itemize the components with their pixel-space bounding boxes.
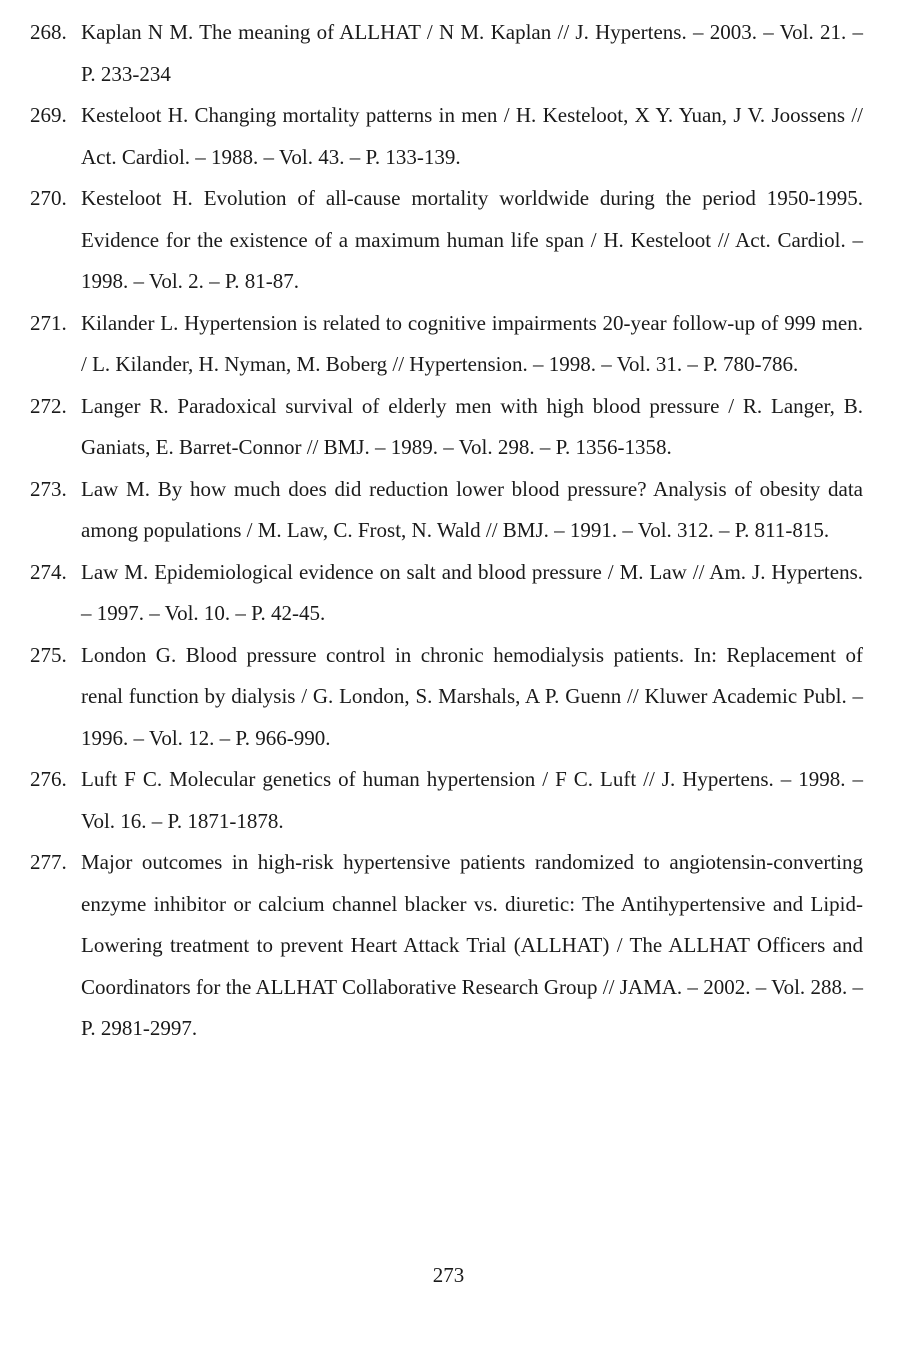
reference-text: Kilander L. Hypertension is related to cognitive impairments 20-year follow-up of 999 men. / L. Kilander, H. Nyman, M. Boberg // Hypertension. – 1998. – Vol. 31. – P. 780-786.	[81, 310, 863, 376]
page-number: 273	[432, 1263, 465, 1287]
reference-item	[30, 303, 863, 386]
reference-text: Kaplan N M. The meaning of ALLHAT / N M. Kaplan // J. Hypertens. – 2003. – Vol. 21. – P. 233-234	[81, 20, 863, 86]
reference-number: 268.	[30, 20, 67, 44]
reference-text: Law M. By how much does did reduction lower blood pressure? Analysis of obesity data among populations / M. Law, C. Frost, N. Wald // BMJ. – 1991. – Vol. 312. – P. 811-815.	[81, 476, 863, 542]
reference-item	[30, 469, 863, 552]
reference-item	[30, 635, 863, 760]
reference-number: 274.	[30, 559, 67, 584]
reference-number: 270.	[30, 186, 67, 210]
reference-number: 277.	[30, 850, 67, 874]
reference-number: 271.	[30, 310, 67, 335]
reference-number: 273.	[30, 476, 67, 501]
reference-list	[30, 12, 863, 1050]
reference-number: 276.	[30, 767, 67, 791]
reference-text: London G. Blood pressure control in chronic hemodialysis patients. In: Replacement of renal function by dialysis / G. London, S. Marshals, A P. Guenn // Kluwer Academic Publ. – 1996. – Vol. 12. – P. 966-990.	[81, 642, 863, 750]
reference-text: Langer R. Paradoxical survival of elderly men with high blood pressure / R. Langer, B. Ganiats, E. Barret-Connor // BMJ. – 1989. – Vol. 298. – P. 1356-1358.	[81, 393, 863, 459]
reference-text: Law M. Epidemiological evidence on salt and blood pressure / M. Law // Am. J. Hypertens. – 1997. – Vol. 10. – P. 42-45.	[81, 559, 863, 625]
reference-item	[30, 386, 863, 469]
reference-text: Kesteloot H. Evolution of all-cause mortality worldwide during the period 1950-1995. Evidence for the existence of a maximum human life span / H. Kesteloot // Act. Cardiol. – 1998. – Vol. 2. – P. 81-87.	[81, 186, 863, 293]
reference-item	[30, 552, 863, 635]
reference-text: Major outcomes in high-risk hypertensive patients randomized to angiotensin-converting enzyme inhibitor or calcium channel blacker vs. diuretic: The Antihypertensive and Lipid-Lowering treatment to prevent Heart Attack Trial (ALLHAT) / The ALLHAT Officers and Coordinators for the ALLHAT Collaborative Research Group // JAMA. – 2002. – Vol. 288. – P. 2981-2997.	[81, 850, 863, 1040]
reference-item	[30, 95, 863, 178]
reference-text: Luft F C. Molecular genetics of human hypertension / F C. Luft // J. Hypertens. – 1998. – Vol. 16. – P. 1871-1878.	[81, 767, 863, 833]
reference-number: 269.	[30, 103, 67, 127]
reference-item	[30, 178, 863, 303]
reference-item	[30, 12, 863, 95]
reference-item	[30, 842, 863, 1050]
reference-text: Kesteloot H. Changing mortality patterns in men / H. Kesteloot, X Y. Yuan, J V. Joossens // Act. Cardiol. – 1988. – Vol. 43. – P. 133-139.	[81, 103, 863, 169]
reference-item	[30, 759, 863, 842]
reference-number: 275.	[30, 642, 67, 667]
reference-number: 272.	[30, 393, 67, 418]
